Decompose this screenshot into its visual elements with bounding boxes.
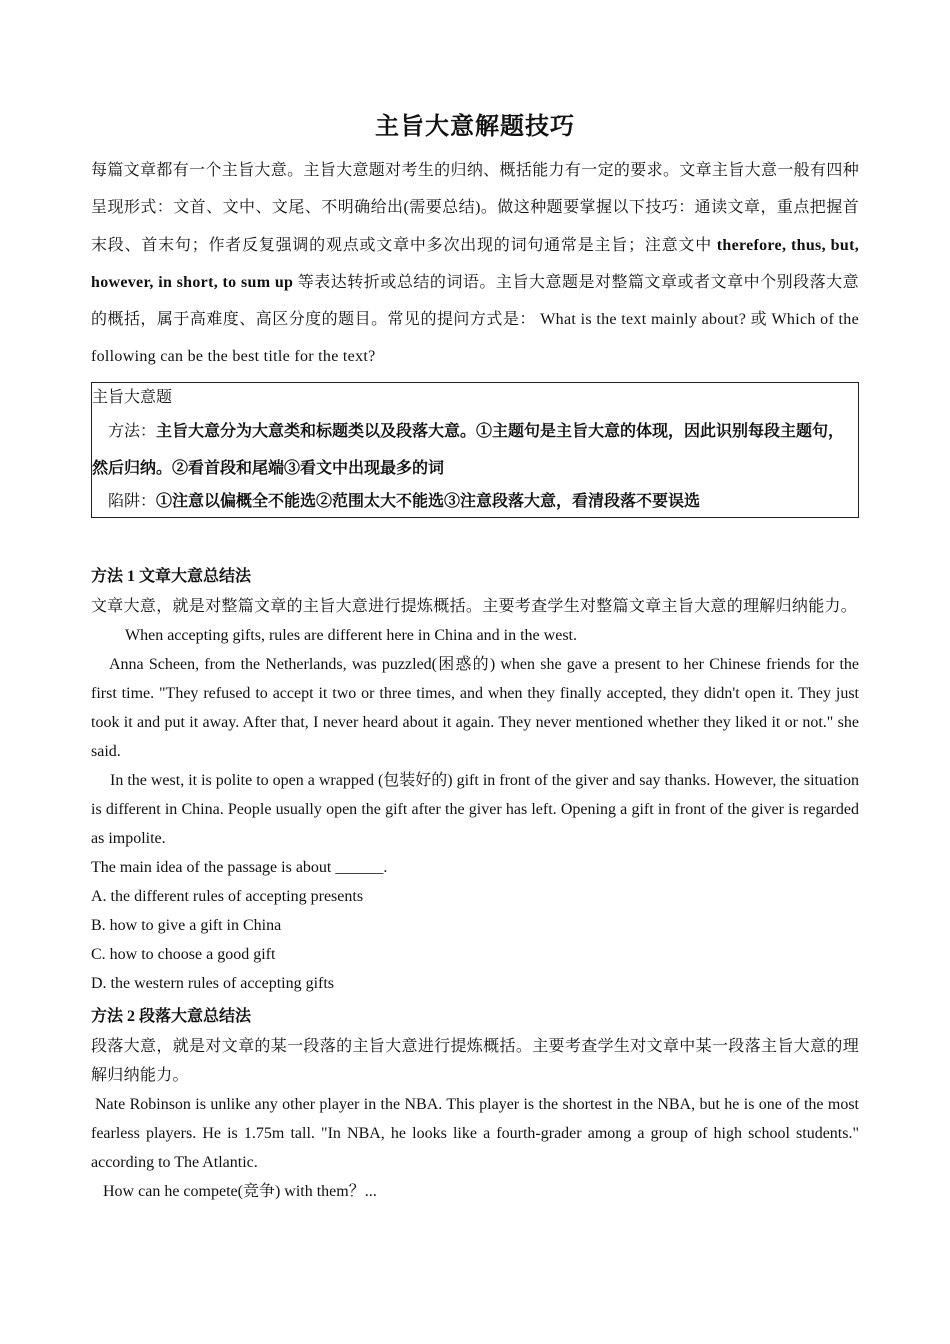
option-a: A. the different rules of accepting presents [91, 887, 364, 905]
section1-passage-title: When accepting gifts, rules are different here in China and in the west. [125, 626, 577, 644]
section1-title: 方法 1 文章大意总结法 [91, 567, 252, 585]
option-d: D. the western rules of accepting gifts [91, 974, 335, 992]
tips-box-heading: 主旨大意题 [92, 388, 173, 406]
section2-passage-paragraph-1: Nate Robinson is unlike any other player in the NBA. This player is the shortest in the NBA, but he is one of the most fearless players. He is 1.75m tall. "In NBA, he looks like a fourth-grader among a group of high school students." according to The Atlantic. [91, 1095, 859, 1171]
document-content [91, 108, 859, 1206]
section1-passage-paragraph-1: Anna Scheen, from the Netherlands, was puzzled(困惑的) when she gave a present to her Chinese friends for the first time. "They refused to accept it two or three times, and when they finally accepted, they didn't open it. They just took it and put it away. After that, I never heard about it again. They never mentioned whether they liked it or not." she said. [91, 655, 859, 760]
section2-title: 方法 2 段落大意总结法 [91, 1007, 252, 1025]
page-title: 主旨大意解题技巧 [375, 112, 575, 140]
tips-method [92, 413, 858, 487]
section2-passage-paragraph-2: How can he compete(竞争) with them？... [103, 1182, 377, 1200]
option-b: B. how to give a gift in China [91, 916, 282, 934]
section1-passage-paragraph-2: In the west, it is polite to open a wrapped (包装好的) gift in front of the giver and say thanks. However, the situation is different in China. People usually open the gift after the giver has left. Opening a gift in front of the giver is regarded as impolite. [91, 771, 859, 847]
intro-text-2: 等表达转折或总结的词语。主旨大意题是对整篇文章或者文章中个别段落大意的概括，属于高难度、高区分度的题目。常见的提问方式是： What is the text mainly about? 或 Which of the following can be the best title for the text? [91, 273, 859, 366]
tips-trap-label: 陷阱： [108, 492, 157, 510]
tips-trap-text: ①注意以偏概全不能选②范围太大不能选③注意段落大意，看清段落不要误选 [156, 492, 701, 510]
tips-method-label: 方法： [108, 422, 157, 440]
section2-description: 段落大意，就是对文章的某一段落的主旨大意进行提炼概括。主要考查学生对文章中某一段落主旨大意的理解归纳能力。 [91, 1037, 859, 1084]
intro-text-1: 每篇文章都有一个主旨大意。主旨大意题对考生的归纳、概括能力有一定的要求。文章主旨大意一般有四种呈现形式：文首、文中、文尾、不明确给出(需要总结)。做这种题要掌握以下技巧：通读文章，重点把握首末段、首末句；作者反复强调的观点或文章中多次出现的词句通常是主旨；注意文中 [91, 162, 859, 254]
intro-paragraph [91, 152, 859, 376]
intro-bold-keywords: therefore, thus, but, however, in short, to sum up [91, 236, 859, 291]
section1-question: The main idea of the passage is about ______. [91, 858, 388, 876]
tips-method-text: 主旨大意分为大意类和标题类以及段落大意。①主题句是主旨大意的体现，因此识别每段主题句，然后归纳。②看首段和尾端③看文中出现最多的词 [92, 422, 845, 477]
section1-description: 文章大意，就是对整篇文章的主旨大意进行提炼概括。主要考查学生对整篇文章主旨大意的理解归纳能力。 [91, 597, 858, 615]
tips-box [91, 382, 859, 518]
tips-trap [92, 487, 858, 517]
option-c: C. how to choose a good gift [91, 945, 276, 963]
